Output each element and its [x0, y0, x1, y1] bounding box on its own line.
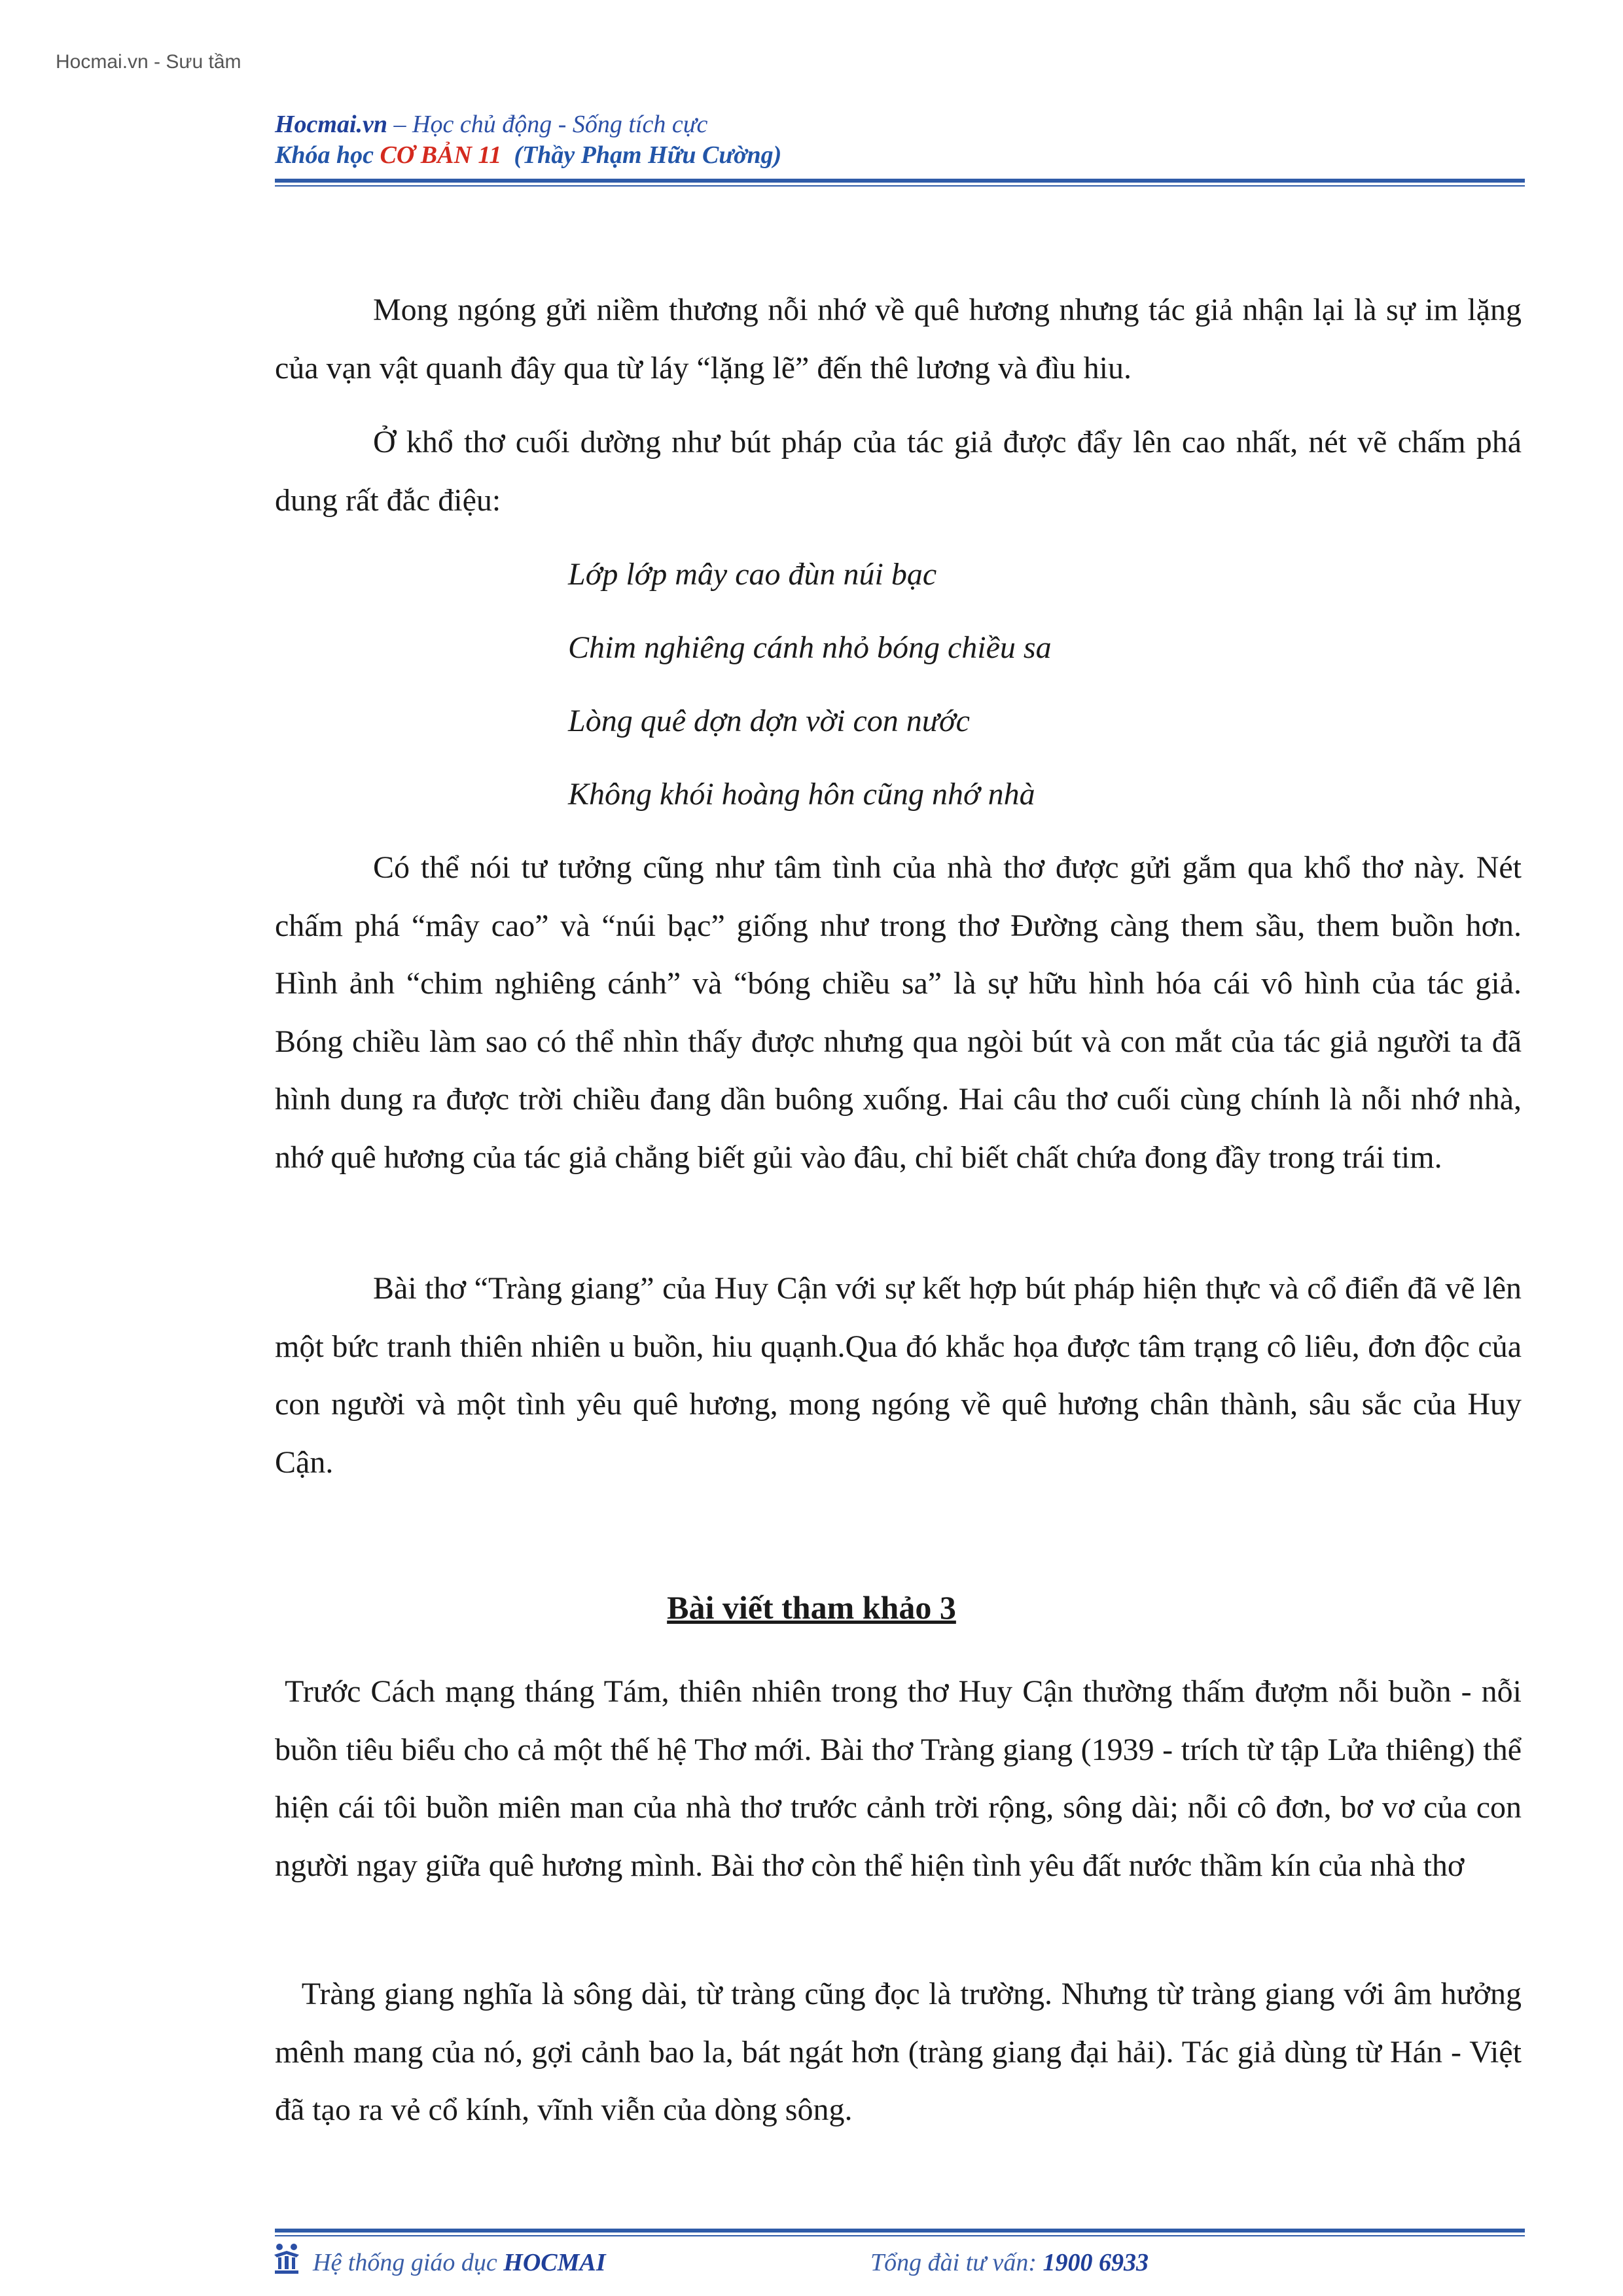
paragraph-block-6 — [275, 1965, 1530, 2140]
poem-line: Không khói hoàng hôn cũng nhớ nhà — [568, 777, 1035, 812]
paragraph: Trước Cách mạng tháng Tám, thiên nhiên trong thơ Huy Cận thường thấm đượm nỗi buồn - nỗi buồn tiêu biểu cho cả một thế hệ Thơ mới. Bài thơ Tràng giang (1939 - trích từ tập Lửa thiêng) thể hiện cái tôi buồn miên man của nhà thơ trước cảnh trời rộng, sông dài; nỗi cô đơn, bơ vơ của con người ngay giữa quê hương mình. Bài thơ còn thể hiện tình yêu đất nước thầm kín của nhà thơ — [275, 1674, 1530, 1883]
poem-line: Chim nghiêng cánh nhỏ bóng chiều sa — [568, 630, 1052, 665]
header-rule-thin — [275, 185, 1525, 187]
poem-stanza — [568, 538, 1052, 831]
header-rule-thick — [275, 179, 1525, 183]
footer-hotline — [870, 2248, 1149, 2277]
paragraph: Có thể nói tư tưởng cũng như tâm tình của nhà thơ được gửi gắm qua khổ thơ này. Nét chấm phá “mây cao” và “núi bạc” giống như trong thơ Đường càng them sầu, them buồn hơn. Hình ảnh “chim nghiêng cánh” và “bóng chiều sa” là sự hữu hình hóa cái vô hình của tác giả. Bóng chiều làm sao có thể nhìn thấy được nhưng qua ngòi bút và con mắt của tác giả người ta đã hình dung ra được trời chiều đang dần buông xuống. Hai câu thơ cuối cùng chính là nỗi nhớ nhà, nhớ quê hương của tác giả chẳng biết gủi vào đâu, chỉ biết chất chứa đong đầy trong trái tim. — [275, 850, 1522, 1175]
watermark: Hocmai.vn - Sưu tầm — [56, 51, 241, 73]
hocmai-logo-icon — [272, 2242, 301, 2276]
paragraph: Bài thơ “Tràng giang” của Huy Cận với sự kết hợp bút pháp hiện thực và cổ điển đã vẽ lên một bức tranh thiên nhiên u buồn, hiu quạnh.Qua đó khắc họa được tâm trạng cô liêu, đơn độc của con người và một tình yêu quê hương, mong ngóng về quê hương chân thành, sâu sắc của Huy Cận. — [275, 1271, 1522, 1480]
footer-system-label: Hệ thống giáo dục — [313, 2249, 504, 2276]
course-name: CƠ BẢN 11 — [380, 141, 502, 169]
section-heading: Bài viết tham khảo 3 — [667, 1589, 956, 1626]
header-tagline — [275, 110, 707, 139]
footer-rule-thin — [275, 2235, 1525, 2236]
header-course — [275, 141, 781, 170]
paragraph-block-5 — [275, 1663, 1530, 1895]
poem-line: Lòng quê dợn dợn vời con nước — [568, 704, 970, 738]
header-brand: Hocmai.vn — [275, 111, 388, 138]
footer-system — [313, 2248, 606, 2277]
header-slogan: – Học chủ động - Sống tích cực — [387, 111, 708, 138]
paragraph: Tràng giang nghĩa là sông dài, từ tràng cũng đọc là trường. Nhưng từ tràng giang với âm hưởng mênh mang của nó, gợi cảnh bao la, bát ngát hơn (tràng giang đại hải). Tác giả dùng từ Hán - Việt đã tạo ra vẻ cổ kính, vĩnh viễn của dòng sông. — [275, 1977, 1530, 2127]
course-teacher: (Thầy Phạm Hữu Cường) — [501, 141, 782, 169]
poem-line: Lớp lớp mây cao đùn núi bạc — [568, 557, 937, 592]
footer-system-name: HOCMAI — [503, 2249, 606, 2276]
footer-hotline-label: Tổng đài tư vấn: — [870, 2249, 1043, 2276]
paragraph: Ở khổ thơ cuối dường như bút pháp của tác giả được đẩy lên cao nhất, nét vẽ chấm phá dung rất đắc điệu: — [275, 425, 1522, 518]
paragraph-block-4 — [275, 1260, 1522, 1492]
paragraph-block-2 — [275, 414, 1522, 529]
paragraph-block-1 — [275, 281, 1522, 397]
course-prefix: Khóa học — [275, 141, 380, 169]
footer-rule-thick — [275, 2229, 1525, 2233]
footer-hotline-number: 1900 6933 — [1043, 2249, 1149, 2276]
paragraph-block-3 — [275, 839, 1522, 1187]
paragraph: Mong ngóng gửi niềm thương nỗi nhớ về quê hương nhưng tác giả nhận lại là sự im lặng của vạn vật quanh đây qua từ láy “lặng lẽ” đến thê lương và đìu hiu. — [275, 293, 1522, 386]
